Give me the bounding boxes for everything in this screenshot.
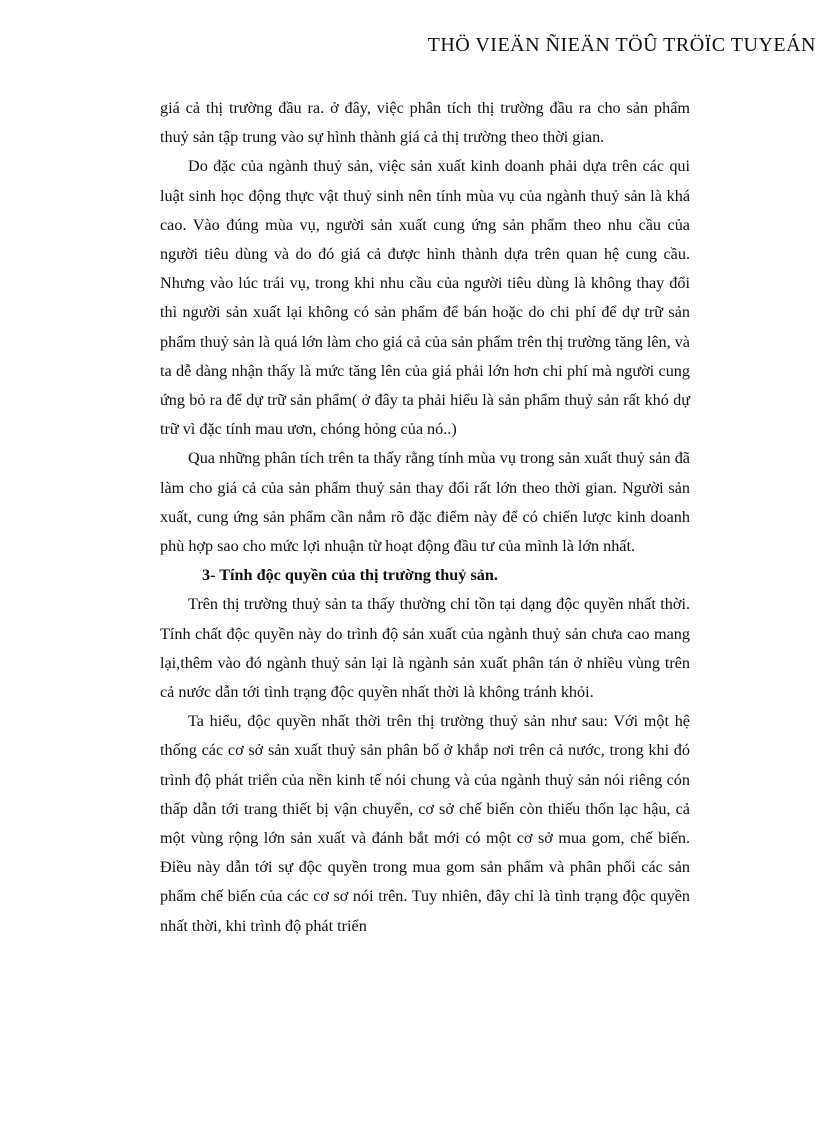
paragraph-monopoly-intro: Trên thị trường thuỷ sản ta thấy thường chỉ tồn tại dạng độc quyền nhất thời. Tính chất độc quyền này do trình độ sản xuất của ngành thuỷ sản chưa cao mang lại,thêm vào đó ngành thuỷ sản lại là ngành sản xuất phân tán ở nhiều vùng trên cả nước dẫn tới tình trạng độc quyền nhất thời là không tránh khỏi. <box>160 595 690 702</box>
paragraph-seasonality: Do đặc của ngành thuỷ sản, việc sản xuất kinh doanh phải dựa trên các qui luật sinh học động thực vật thuỷ sinh nên tính mùa vụ của ngành thuỷ sản là khá cao. Vào đúng mùa vụ, người sản xuất cung ứng sản phẩm theo nhu cầu của người tiêu dùng và do đó giá cả được hình thành dựa trên quan hệ cung cầu. Nhưng vào lúc trái vụ, trong khi nhu cầu của người tiêu dùng là không thay đổi thì người sản xuất lại không có sản phẩm để bán hoặc do chi phí để dự trữ sản phẩm thuỷ sản là quá lớn làm cho giá cả của sản phẩm trên thị trường tăng lên, và ta dễ dàng nhận thấy là mức tăng lên của giá phải lớn hơn chi phí mà người cung ứng bỏ ra để dự trữ sản phẩm( ở đây ta phải hiểu là sản phẩm thuỷ sản rất khó dự trữ vì đặc tính mau ươn, chóng hỏng của nó..) <box>160 157 690 439</box>
section-heading: 3- Tính độc quyền của thị trường thuỷ sản. <box>202 566 498 585</box>
document-body <box>160 94 690 941</box>
paragraph-continuation: giá cả thị trường đầu ra. ở đây, việc phân tích thị trường đầu ra cho sản phẩm thuỷ sản tập trung vào sự hình thành giá cả thị trường theo thời gian. <box>160 99 690 147</box>
page-header: THÖ VIEÄN ÑIEÄN TÖÛ TRÖÏC TUYEÁN <box>427 34 816 56</box>
paragraph-monopoly-detail: Ta hiểu, độc quyền nhất thời trên thị trường thuỷ sản như sau: Với một hệ thống các cơ sở sản xuất thuỷ sản phân bố ở khắp nơi trên cả nước, trong khi đó trình độ phát triển của nền kinh tế nói chung và của ngành thuỷ sản nói riêng cón thấp dẫn tới trang thiết bị vận chuyển, cơ sở chế biến còn thiếu thốn lạc hậu, cả một vùng rộng lớn sản xuất và đánh bắt mới có một cơ sở mua gom, chế biến. Điều này dẫn tới sự độc quyền trong mua gom sản phẩm và phân phối các sản phẩm chế biến của các cơ sơ nói trên. Tuy nhiên, đây chỉ là tình trạng độc quyền nhất thời, khi trình độ phát triển <box>160 712 690 935</box>
paragraph-analysis-conclusion: Qua những phân tích trên ta thấy rằng tính mùa vụ trong sản xuất thuỷ sản đã làm cho giá cả của sản phẩm thuỷ sản thay đổi rất lớn theo thời gian. Người sản xuất, cung ứng sản phẩm cần nắm rõ đặc điểm này để có chiến lược kinh doanh phù hợp sao cho mức lợi nhuận từ hoạt động đầu tư của mình là lớn nhất. <box>160 449 690 556</box>
